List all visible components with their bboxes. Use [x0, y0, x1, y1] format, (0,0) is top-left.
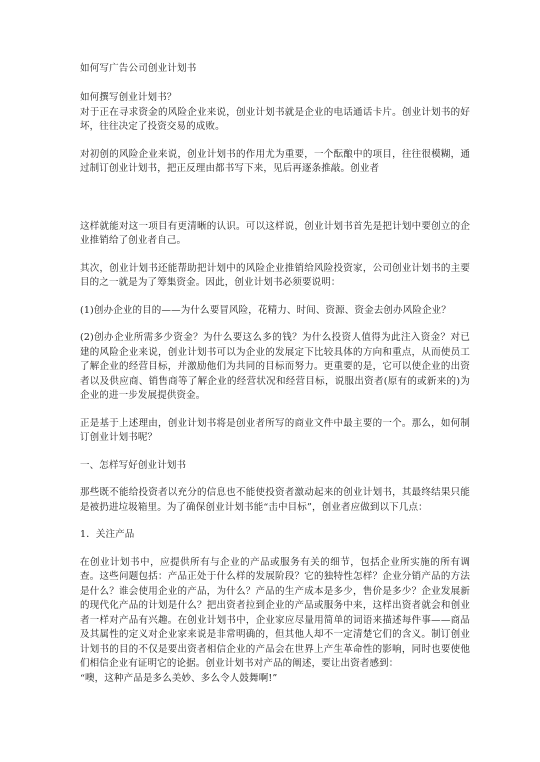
- document-title: 如何写广告公司创业计划书: [80, 63, 197, 74]
- paragraph-investor-info: 那些既不能给投资者以充分的信息也不能使投资者激动起来的创业计划书，其最终结果只能是被扔进垃圾箱里。为了确保创业计划书能“击中目标”，创业者应做到以下几点：: [80, 487, 470, 513]
- paragraph-product-quote: “噢，这种产品是多么美妙、多么令人鼓舞啊!”: [80, 672, 278, 684]
- paragraph-conclusion: 正是基于上述理由，创业计划书将是创业者所写的商业文件中最主要的一个。那么，如何制订创业计划书呢？: [80, 417, 470, 443]
- document-page: [80, 62, 470, 686]
- paragraph-how-to-write: 如何撰写创业计划书？: [80, 92, 177, 103]
- section-heading-1: 一、怎样写好创业计划书: [80, 459, 187, 471]
- blank-gap: [80, 190, 470, 220]
- paragraph-clear-understanding: 这样就能对这一项目有更清晰的认识。可以这样说，创业计划书首先是把计划中要创立的企业推销给了创业者自己。: [80, 220, 470, 246]
- paragraph-product-details: 在创业计划书中，应提供所有与企业的产品或服务有关的细节，包括企业所实施的所有调查。这些问题包括：产品正处于什么样的发展阶段？它的独特性怎样？企业分销产品的方法是什么？谁会使用企业的产品，为什么？产品的生产成本是多少，售价是多少？企业发展新的现代化产品的计划是什么？把出资者拉到企业的产品或服务中来，这样出资者就会和创业者一样对产品有兴趣。在创业计划书中，企业家应尽量用简单的词语来描述每件事——商品及其属性的定义对企业家来说是非常明确的，但其他人却不一定清楚它们的含义。制订创业计划书的目的不仅是要出资者相信企业的产品会在世界上产生革命性的影响，同时也要使他们相信企业有证明它的论据。创业计划书对产品的阐述，要让出资者感到：: [80, 556, 470, 669]
- paragraph-point-2: (2)创办企业所需多少资金？为什么要这么多的钱？为什么投资人值得为此注入资金？对已建的风险企业来说，创业计划书可以为企业的发展定下比较具体的方向和重点，从而使员工了解企业的经营目标，并激励他们为共同的目标而努力。更重要的是，它可以使企业的出资者以及供应商、销售商等了解企业的经营状况和经营目标，说服出资者(原有的或新来的)为企业的进一步发展提供资金。: [80, 332, 470, 401]
- paragraph-point-1: (1)创办企业的目的——为什么要冒风险，花精力、时间、资源、资金去创办风险企业？: [80, 304, 451, 316]
- subsection-heading-focus-product: 1．关注产品: [80, 529, 135, 540]
- paragraph-intro: 对于正在寻求资金的风险企业来说，创业计划书就是企业的电话通话卡片。创业计划书的好坏，往往决定了投资交易的成败。: [80, 106, 470, 132]
- paragraph-second-purpose: 其次，创业计划书还能帮助把计划中的风险企业推销给风险投资家，公司创业计划书的主要目的之一就是为了筹集资金。因此，创业计划书必须要说明：: [80, 262, 470, 288]
- paragraph-startup-role: 对初创的风险企业来说，创业计划书的作用尤为重要，一个酝酿中的项目，往往很模糊，通过制订创业计划书，把正反理由都书写下来，见后再逐条推敲。创业者: [80, 148, 470, 174]
